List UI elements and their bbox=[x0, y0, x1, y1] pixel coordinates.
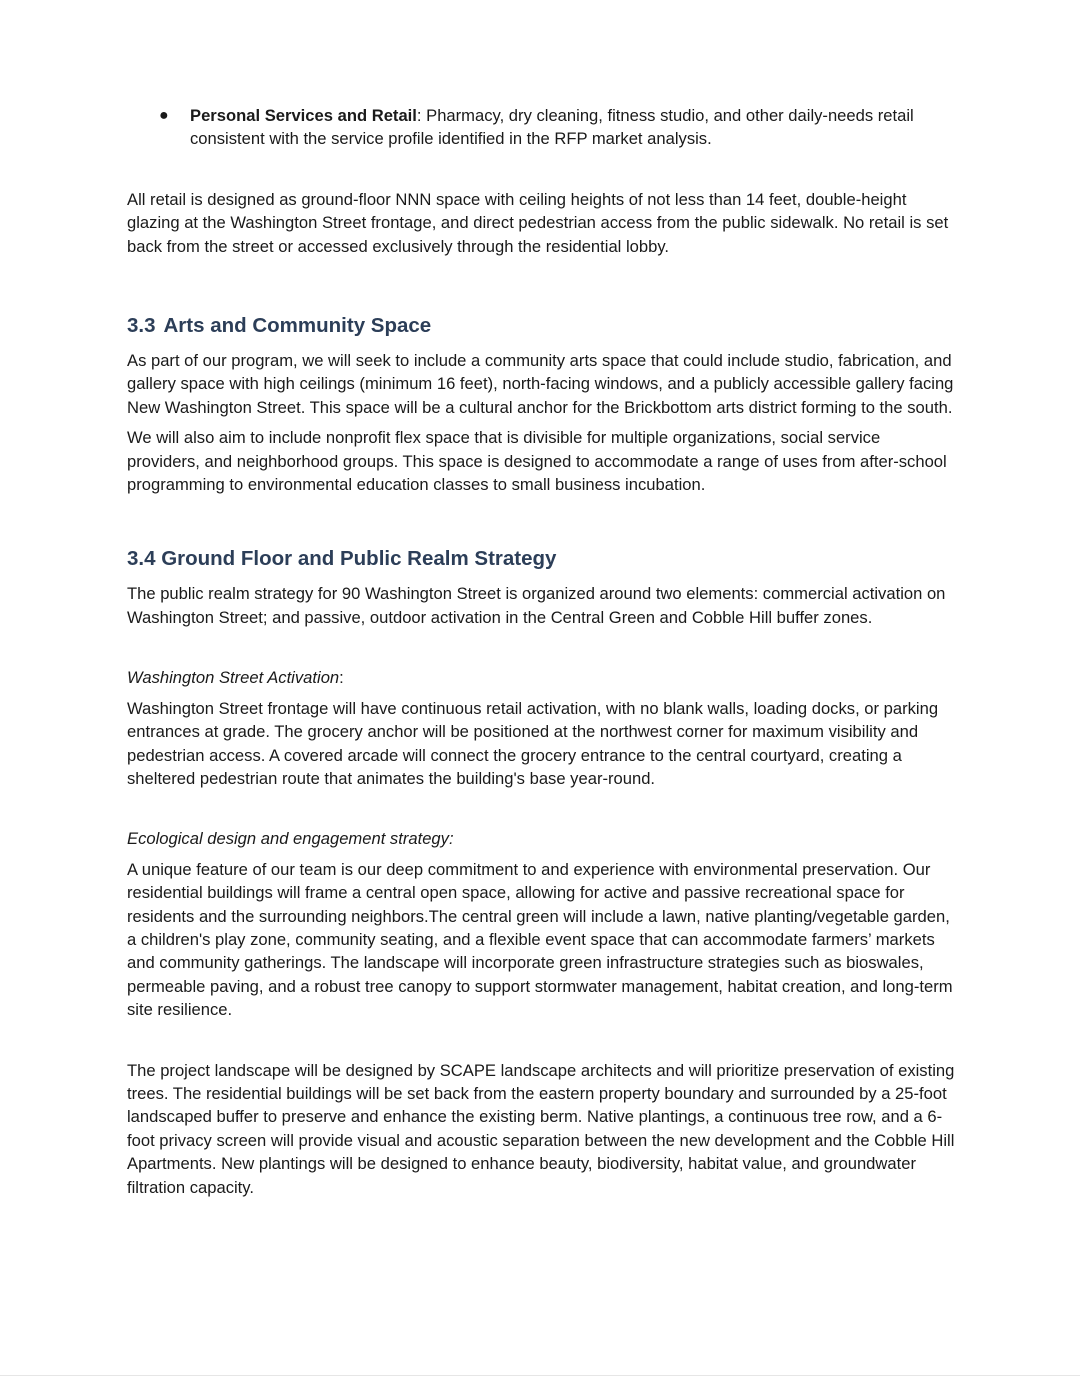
landscape-paragraph: The project landscape will be designed by SCAPE landscape architects and will prioritize preservation of existing trees. The residential buildings will be set back from the eastern property boundary and surrounded by a 25-foot landscaped buffer to preserve and enhance the existing berm. Native plantings, a continuous tree row, and a 6-foot privacy screen will provide visual and acoustic separation between the new development and the Cobble Hill Apartments. New plantings will be designed to enhance beauty, biodiversity, habitat value, and groundwater filtration capacity. bbox=[127, 1060, 955, 1197]
section-title: Arts and Community Space bbox=[163, 314, 432, 338]
bullet-bold-label: Personal Services and Retail bbox=[190, 106, 417, 125]
subheading-label: Washington Street Activation bbox=[127, 668, 340, 688]
section-heading-3-4: 3.4 Ground Floor and Public Realm Strategy bbox=[127, 547, 557, 571]
subheading-colon: : bbox=[339, 668, 344, 688]
retail-paragraph: All retail is designed as ground-floor NNN space with ceiling heights of not less than 14 feet, double-height glazing at the Washington Street frontage, and direct pedestrian access from the public sidewalk. No retail is set back from the street or accessed exclusively through the residential lobby. bbox=[127, 189, 949, 256]
activation-paragraph: Washington Street frontage will have continuous retail activation, with no blank walls, loading docks, or parking entrances at grade. The grocery anchor will be positioned at the northwest corner for maximum visibility and pedestrian access. A covered arcade will connect the grocery entrance to the central courtyard, creating a sheltered pedestrian route that animates the building's base year-round. bbox=[127, 698, 939, 788]
section-number: 3.3 bbox=[127, 314, 156, 338]
bullet-dot-icon: ● bbox=[159, 107, 169, 124]
public-realm-intro: The public realm strategy for 90 Washington Street is organized around two elements: commercial activation on Washington Street; and passive, outdoor activation in the Central Green and Cobble Hill buffer zones. bbox=[127, 584, 946, 627]
arts-paragraph: As part of our program, we will seek to include a community arts space that could include studio, fabrication, and gallery space with high ceilings (minimum 16 feet), north-facing windows, and a publicly accessible gallery facing New Washington Street. This space will be a cultural anchor for the Brickbottom arts district forming to the south. bbox=[127, 351, 954, 417]
ecological-paragraph: A unique feature of our team is our deep commitment to and experience with environmental preservation. Our residential buildings will frame a central open space, allowing for active and passive recreational space for residents and the surrounding neighbors.The central green will include a lawn, native planting/vegetable garden, a children's play zone, community seating, and a flexible event space that can accommodate farmers’ markets and community gatherings. The landscape will incorporate green infrastructure strategies such as bioswales, permeable paving, and a robust tree canopy to support stormwater management, habitat creation, and long-term site resilience. bbox=[127, 859, 953, 1020]
subheading-washington-activation bbox=[127, 666, 957, 689]
bullet-text: : Pharmacy, dry cleaning, fitness studio, and other daily-needs retail consistent with the service profile identified in the RFP market analysis. bbox=[190, 106, 914, 149]
subheading-ecological: Ecological design and engagement strategy: bbox=[127, 829, 454, 849]
section-heading-3-3 bbox=[127, 313, 957, 339]
page-bottom-divider bbox=[0, 1375, 1080, 1376]
nonprofit-paragraph: We will also aim to include nonprofit flex space that is divisible for multiple organizations, social service providers, and neighborhood groups. This space is designed to accommodate a range of uses from after-school programming to environmental education classes to small business incubation. bbox=[127, 428, 947, 495]
list-item bbox=[127, 104, 957, 151]
document-page bbox=[127, 104, 957, 1199]
